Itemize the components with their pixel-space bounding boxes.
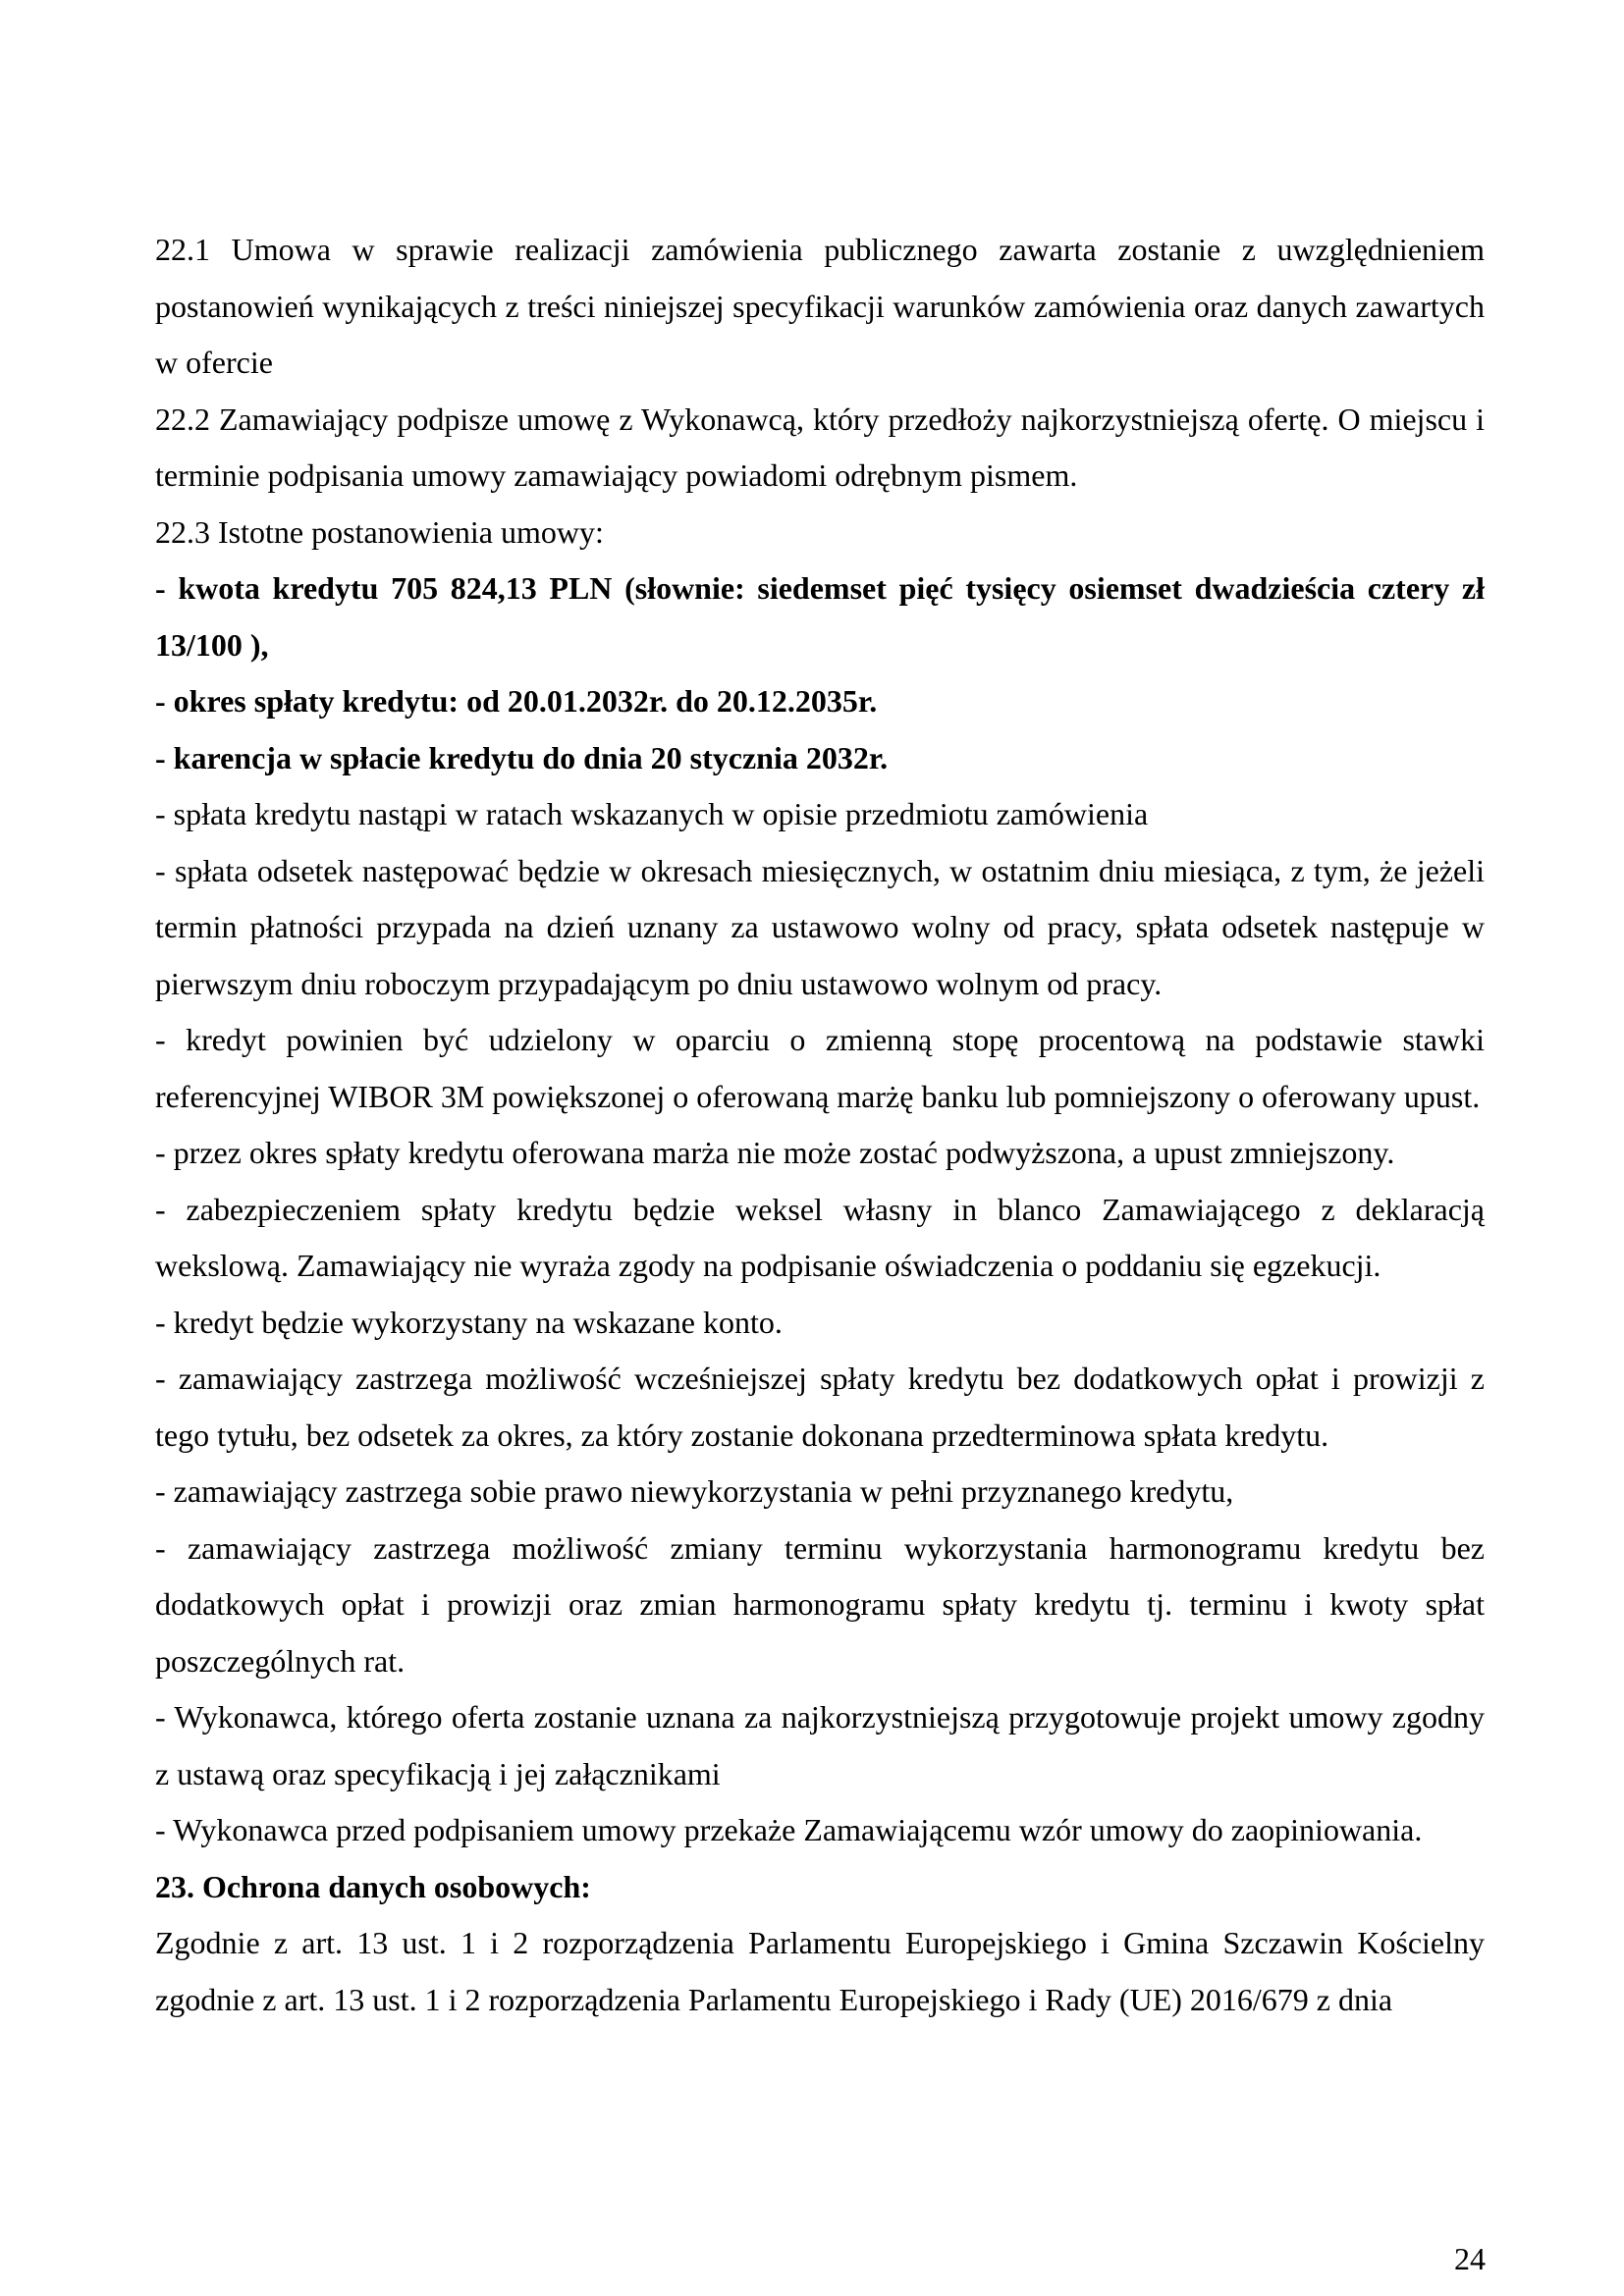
security-item: - zabezpieczeniem spłaty kredytu będzie weksel własny in blanco Zamawiającego z deklaracją wekslową. Zamawiający nie wyraża zgody na podpisanie oświadczenia o poddaniu się egzekucji. — [155, 1191, 1485, 1283]
account-item: - kredyt będzie wykorzystany na wskazane konto. — [155, 1304, 783, 1340]
schedule-change-item: - zamawiający zastrzega możliwość zmiany terminu wykorzystania harmonogramu kredytu bez dodatkowych opłat i prowizji oraz zmian harmonogramu spłaty kredytu tj. terminu i kwoty spłat poszczególnych rat. — [155, 1529, 1485, 1679]
document-body — [155, 222, 1485, 2028]
interest-payment-item: - spłata odsetek następować będzie w okresach miesięcznych, w ostatnim dniu miesiąca, z tym, że jeżeli termin płatności przypada na dzień uznany za ustawowo wolny od pracy, spłata odsetek następuje w pierwszym dniu roboczym przypadającym po dniu ustawowo wolnym od pracy. — [155, 852, 1485, 1001]
section-23-heading: 23. Ochrona danych osobowych: — [155, 1868, 591, 1904]
early-repayment-item: - zamawiający zastrzega możliwość wcześniejszej spłaty kredytu bez dodatkowych opłat i prowizji z tego tytułu, bez odsetek za okres, za który zostanie dokonana przedterminowa spłata kredytu. — [155, 1361, 1485, 1453]
margin-item: - przez okres spłaty kredytu oferowana marża nie może zostać podwyższona, a upust zmniejszony. — [155, 1135, 1395, 1170]
grace-period-item: - karencja w spłacie kredytu do dnia 20 stycznia 2032r. — [155, 739, 889, 775]
credit-amount-item: - kwota kredytu 705 824,13 PLN (słownie: siedemset pięć tysięcy osiemset dwadzieścia cztery zł 13/100 ), — [155, 570, 1485, 663]
installments-item: - spłata kredytu nastąpi w ratach wskazanych w opisie przedmiotu zamówienia — [155, 796, 1149, 831]
data-protection-paragraph: Zgodnie z art. 13 ust. 1 i 2 rozporządzenia Parlamentu Europejskiego i Gmina Szczawin Kościelny zgodnie z art. 13 ust. 1 i 2 rozporządzenia Parlamentu Europejskiego i Rady (UE) 2016/679 z dnia — [155, 1925, 1485, 2017]
page-number: 24 — [1454, 2241, 1486, 2276]
paragraph-22-1: 22.1 Umowa w sprawie realizacji zamówienia publicznego zawarta zostanie z uwzględnieniem postanowień wynikających z treści niniejszej specyfikacji warunków zamówienia oraz danych zawartych w ofercie — [155, 232, 1485, 380]
paragraph-22-3-heading: 22.3 Istotne postanowienia umowy: — [155, 513, 604, 550]
repayment-period-item: - okres spłaty kredytu: od 20.01.2032r. do 20.12.2035r. — [155, 683, 878, 719]
non-utilization-item: - zamawiający zastrzega sobie prawo niewykorzystania w pełni przyznanego kredytu, — [155, 1473, 1234, 1509]
contract-draft-item: - Wykonawca, którego oferta zostanie uznana za najkorzystniejszą przygotowuje projekt umowy zgodny z ustawą oraz specyfikacją i jej załącznikami — [155, 1699, 1485, 1791]
interest-rate-item: - kredyt powinien być udzielony w oparciu o zmienną stopę procentową na podstawie stawki referencyjnej WIBOR 3M powiększonej o oferowaną marżę banku lub pomniejszony o oferowany upust. — [155, 1022, 1485, 1114]
contract-review-item: - Wykonawca przed podpisaniem umowy przekaże Zamawiającemu wzór umowy do zaopiniowania. — [155, 1812, 1423, 1847]
paragraph-22-2: 22.2 Zamawiający podpisze umowę z Wykonawcą, który przedłoży najkorzystniejszą ofertę. O miejscu i terminie podpisania umowy zamawiający powiadomi odrębnym pismem. — [155, 400, 1485, 493]
